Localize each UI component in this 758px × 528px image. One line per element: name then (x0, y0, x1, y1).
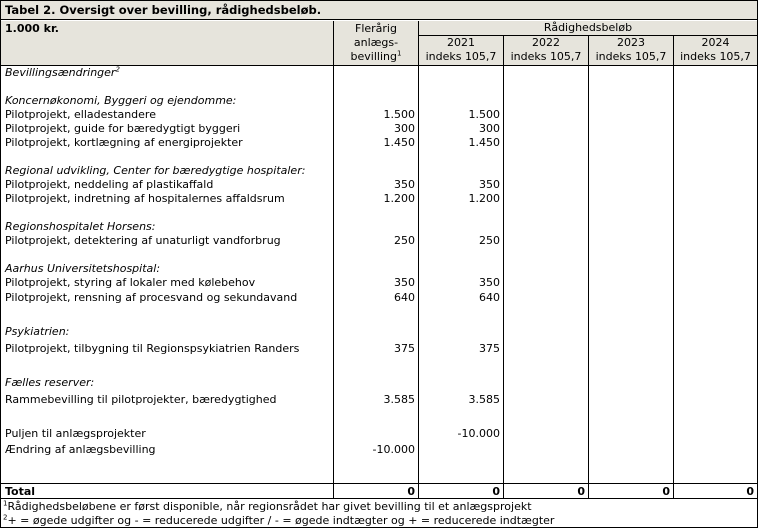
row-label: Puljen til anlægsprojekter (5, 427, 146, 440)
header-anlaeg-line3: bevilling$^1$ (350, 49, 402, 63)
group-heading: Koncernøkonomi, Byggeri og ejendomme: (5, 94, 237, 107)
cell-anlaeg: 3.585 (383, 393, 415, 406)
section-title: Bevillingsændringer$^2$ (5, 65, 120, 79)
footnote: $^2$+ = øgede udgifter og - = reducerede udgifter / - = øgede indtægter og + = reducerede indtægter (3, 513, 555, 527)
header-index-2021: indeks 105,7 (425, 50, 497, 63)
cell-anlaeg: 350 (394, 276, 415, 289)
cell-anlaeg: -10.000 (372, 443, 415, 456)
cell-anlaeg: 1.200 (383, 192, 415, 205)
row-label: Pilotprojekt, guide for bæredygtigt byggeri (5, 122, 241, 135)
divider (503, 36, 504, 499)
cell-2021: -10.000 (457, 427, 500, 440)
header-index-2022: indeks 105,7 (510, 50, 582, 63)
total-2023: 0 (662, 485, 670, 498)
cell-2021: 375 (479, 342, 500, 355)
row-label: Pilotprojekt, indretning af hospitalernes affaldsrum (5, 192, 285, 205)
header-year-2024: 2024 (701, 36, 730, 49)
cell-anlaeg: 1.500 (383, 108, 415, 121)
header-raadighed: Rådighedsbeløb (543, 21, 633, 34)
total-2024: 0 (746, 485, 754, 498)
row-label: Rammebevilling til pilotprojekter, bæredygtighed (5, 393, 277, 406)
cell-2021: 3.585 (468, 393, 500, 406)
row-label: Pilotprojekt, styring af lokaler med kølebehov (5, 276, 256, 289)
divider (333, 21, 334, 499)
row-label: Pilotprojekt, detektering af unaturligt vandforbrug (5, 234, 281, 247)
header-year-2023: 2023 (617, 36, 645, 49)
total-2022: 0 (577, 485, 585, 498)
cell-anlaeg: 350 (394, 178, 415, 191)
cell-2021: 1.500 (468, 108, 500, 121)
header-index-2024: indeks 105,7 (680, 50, 751, 63)
header-year-2022: 2022 (532, 36, 560, 49)
divider (588, 36, 589, 499)
group-heading: Regional udvikling, Center for bæredygtige hospitaler: (5, 164, 306, 177)
row-label: Ændring af anlægsbevilling (5, 443, 156, 456)
table-title: Tabel 2. Oversigt over bevilling, rådighedsbeløb. (1, 1, 757, 20)
group-heading: Fælles reserver: (5, 376, 95, 389)
total-anlaeg: 0 (407, 485, 415, 498)
group-heading: Regionshospitalet Horsens: (5, 220, 156, 233)
row-label: Pilotprojekt, elladestandere (5, 108, 156, 121)
total-2021: 0 (492, 485, 500, 498)
cell-anlaeg: 300 (394, 122, 415, 135)
cell-anlaeg: 640 (394, 291, 415, 304)
row-label: Pilotprojekt, kortlægning af energiprojekter (5, 136, 243, 149)
cell-anlaeg: 375 (394, 342, 415, 355)
group-heading: Aarhus Universitetshospital: (5, 262, 161, 275)
row-label: Pilotprojekt, rensning af procesvand og sekundavand (5, 291, 298, 304)
cell-2021: 640 (479, 291, 500, 304)
cell-2021: 250 (479, 234, 500, 247)
group-heading: Psykiatrien: (5, 325, 70, 338)
cell-anlaeg: 250 (394, 234, 415, 247)
cell-2021: 300 (479, 122, 500, 135)
header-index-2023: indeks 105,7 (595, 50, 667, 63)
header-year-2021: 2021 (447, 36, 475, 49)
cell-2021: 1.200 (468, 192, 500, 205)
divider (1, 483, 757, 484)
cell-2021: 350 (479, 276, 500, 289)
unit-label: 1.000 kr. (5, 22, 59, 35)
cell-2021: 350 (479, 178, 500, 191)
header-anlaeg-line1: Flerårig (355, 22, 397, 35)
footnote: $^1$Rådighedsbeløbene er først disponible, når regionsrådet har givet bevilling til et anlægsprojekt (3, 499, 532, 513)
cell-anlaeg: 1.450 (383, 136, 415, 149)
row-label: Pilotprojekt, neddeling af plastikaffald (5, 178, 214, 191)
header-anlaeg-line2: anlægs- (353, 36, 399, 49)
divider (673, 36, 674, 499)
total-label: Total (5, 485, 36, 498)
row-label: Pilotprojekt, tilbygning til Regionspsykiatrien Randers (5, 342, 300, 355)
cell-2021: 1.450 (468, 136, 500, 149)
